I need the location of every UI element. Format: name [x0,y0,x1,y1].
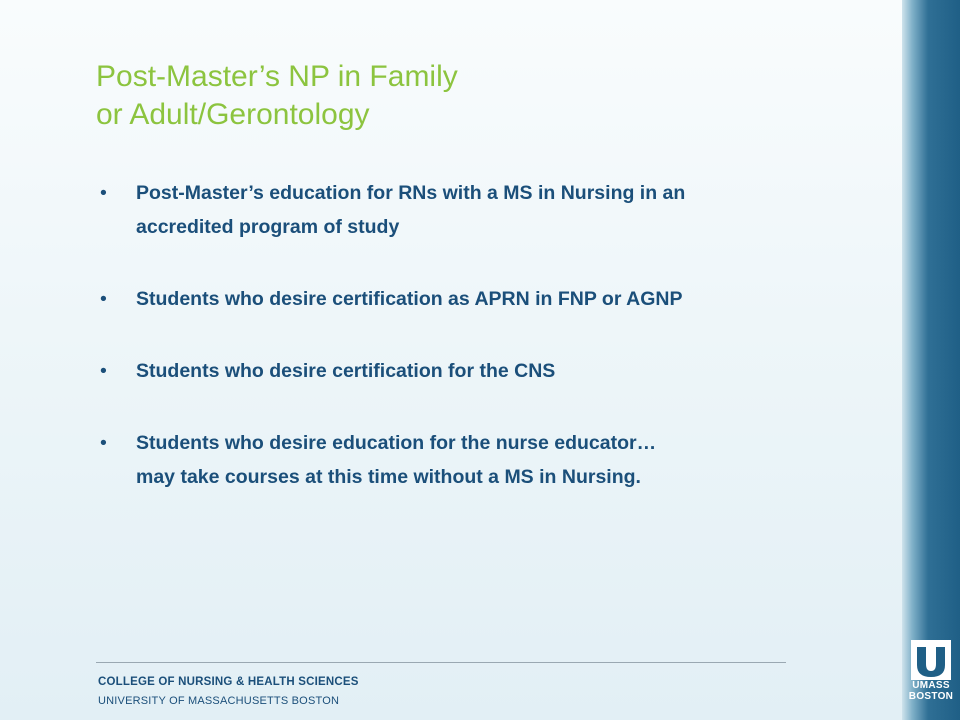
bullet-text-line: Students who desire education for the nurse educator… [136,432,657,454]
bullet-text-line: may take courses at this time without a MS in Nursing. [136,466,641,488]
umass-boston-logo-icon [911,640,951,680]
bullet-item [100,282,890,316]
bullet-item [100,354,890,388]
bullet-text-line: Post-Master’s education for RNs with a MS in Nursing in an [136,182,686,204]
bullet-dot-icon: • [100,432,107,454]
slide-title-line-2: or Adult/Gerontology [96,98,370,131]
bullet-dot-icon: • [100,360,107,382]
bullet-item [100,426,890,494]
bullet-text-line: accredited program of study [136,216,400,238]
bullet-dot-icon: • [100,288,107,310]
side-accent-bar [902,0,960,720]
footer [98,674,359,709]
university-name: UNIVERSITY OF MASSACHUSETTS BOSTON [98,695,340,707]
logo-text-boston: BOSTON [908,691,954,702]
bullet-text-line: Students who desire certification for the CNS [136,360,556,382]
logo-text-umass: UMASS [912,680,950,691]
bullet-list [100,176,890,532]
bullet-dot-icon: • [100,182,107,204]
bullet-item [100,176,890,244]
footer-divider [96,662,786,663]
slide-title-line-1: Post-Master’s NP in Family [96,60,458,93]
slide-title [96,58,856,134]
college-name: COLLEGE OF NURSING & HEALTH SCIENCES [98,676,359,688]
umass-boston-logo [906,640,956,712]
bullet-text-line: Students who desire certification as APRN in FNP or AGNP [136,288,683,310]
